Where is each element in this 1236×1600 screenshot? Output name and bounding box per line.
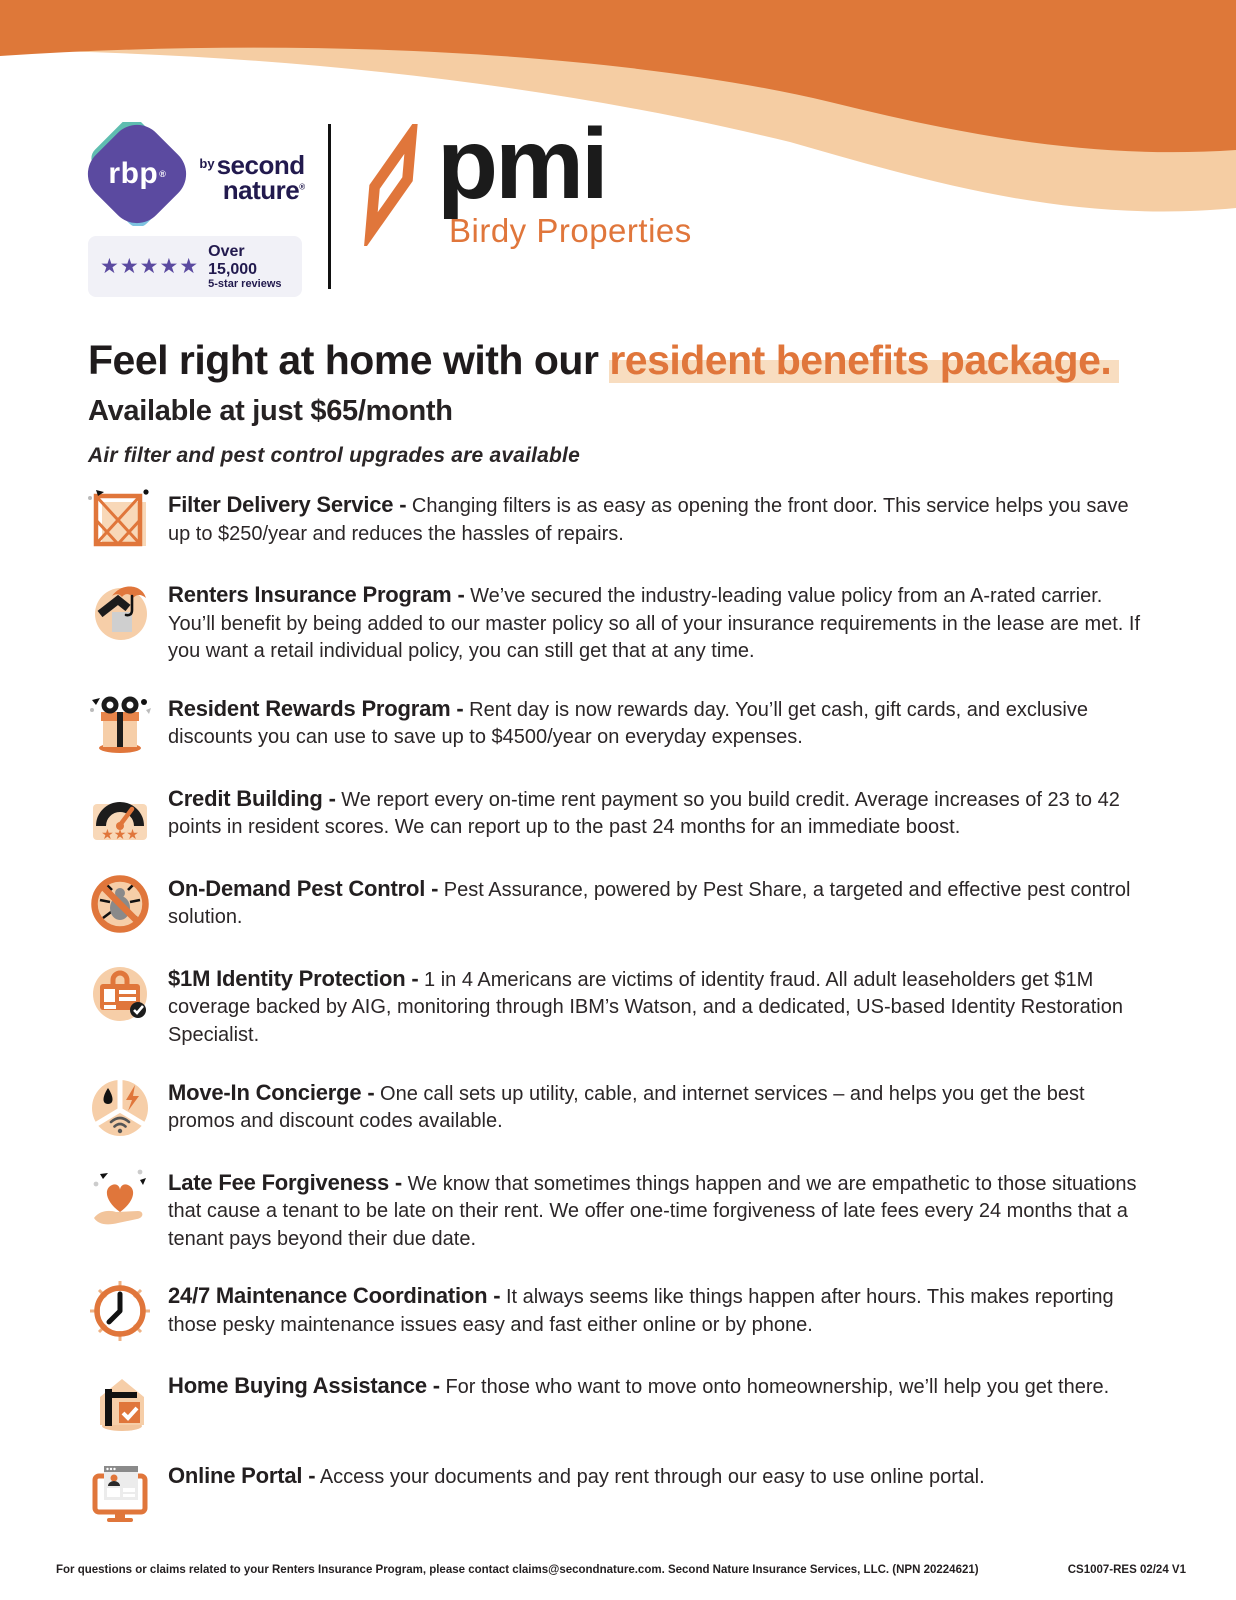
benefit-desc: We report every on-time rent payment so you build credit. Average increases of 23 to 42 points in resident scores. We can report up to the past 24 months for an immediate boost.: [168, 788, 1120, 839]
benefit-desc: It always seems like things happen after hours. This makes reporting those pesky maintenance issues easy and fast either online or by phone.: [168, 1286, 1114, 1336]
benefit-desc: One call sets up utility, cable, and internet services – and helps you get the best promos and discount codes available.: [168, 1082, 1085, 1133]
benefit-item-credit-building: [88, 782, 1143, 846]
benefit-item-online-portal: [88, 1459, 1143, 1523]
benefit-item-pest-control: [88, 872, 1143, 936]
benefit-item-late-fee-forgiveness: [88, 1166, 1143, 1254]
benefit-desc: We know that sometimes things happen and we are empathetic to those situations that cause a tenant to be late on their rent. We offer one-time forgiveness of late fees every 24 months that a tenant pays beyond their due date.: [168, 1172, 1137, 1250]
rbp-badge: [85, 122, 189, 226]
title-highlight: resident benefits package.: [609, 337, 1119, 383]
benefit-item-filter-delivery: [88, 488, 1143, 552]
benefit-title: $1M Identity Protection -: [168, 965, 419, 991]
clock-icon: [88, 1279, 152, 1343]
upgrades-note: Air filter and pest control upgrades are available: [88, 444, 580, 468]
registered-mark: ®: [159, 169, 167, 179]
benefit-item-renters-insurance: [88, 578, 1143, 666]
benefit-title: 24/7 Maintenance Coordination -: [168, 1283, 501, 1309]
benefit-desc: For those who want to move onto homeownership, we’ll help you get there.: [445, 1376, 1110, 1399]
header: [88, 108, 692, 297]
logo-divider: [328, 124, 331, 289]
pmi-company-name: Birdy Properties: [449, 212, 692, 249]
benefit-title: Filter Delivery Service -: [168, 492, 407, 517]
reviews-count: Over 15,000: [208, 243, 258, 278]
footer-legal-text: For questions or claims related to your Renters Insurance Program, please contact claims@secondnature.com. Second Nature Insurance Services, LLC. (NPN 20224621): [56, 1564, 979, 1576]
pmi-flag-icon: [361, 124, 423, 246]
benefit-title: On-Demand Pest Control -: [168, 875, 439, 901]
no-pest-icon: [88, 872, 152, 936]
rbp-second-nature-logo: [88, 122, 305, 297]
benefit-title: Late Fee Forgiveness -: [168, 1169, 403, 1195]
by-label: by: [199, 156, 215, 172]
home-sign-icon: [88, 1369, 152, 1433]
umbrella-house-icon: [88, 578, 152, 642]
benefit-item-resident-rewards: [88, 692, 1143, 756]
hero-section: [88, 338, 1166, 468]
rbp-wordmark: rbp: [108, 157, 159, 190]
footer-doc-code: CS1007-RES 02/24 V1: [1067, 1564, 1186, 1576]
gift-icon: [88, 692, 152, 756]
five-stars-icon: ★★★★★: [100, 255, 200, 279]
reviews-caption: 5-star reviews: [208, 278, 282, 291]
benefit-item-maintenance-coordination: [88, 1279, 1143, 1343]
utilities-icon: [88, 1076, 152, 1140]
online-portal-icon: [88, 1459, 152, 1523]
benefit-item-move-in-concierge: [88, 1076, 1143, 1140]
heart-hand-icon: [88, 1166, 152, 1230]
benefit-item-identity-protection: [88, 962, 1143, 1050]
benefit-desc: Access your documents and pay rent through our easy to use online portal.: [319, 1466, 985, 1489]
benefit-desc: We’ve secured the industry-leading value policy from an A-rated carrier. You’ll benefit by being added to our master policy so all of your insurance requirements in the lease are met. If you want a retail individual policy, you can still get that at any time.: [168, 585, 1141, 663]
benefit-title: Resident Rewards Program -: [168, 695, 464, 721]
footer: [56, 1564, 1186, 1576]
benefit-title: Move-In Concierge -: [168, 1079, 375, 1105]
page-title: [88, 338, 1166, 383]
benefit-title: Renters Insurance Program -: [168, 582, 465, 607]
nature-word: nature: [222, 175, 300, 205]
registered-mark: ®: [299, 182, 305, 192]
filter-icon: [88, 488, 152, 552]
price-subtitle: Available at just $65/month: [88, 395, 453, 428]
second-nature-wordmark: [199, 150, 305, 205]
second-word: second: [216, 150, 305, 181]
benefit-title: Credit Building -: [168, 785, 336, 811]
benefit-desc: Rent day is now rewards day. You’ll get cash, gift cards, and exclusive discounts you can use to save up to $4500/year on everyday expenses.: [168, 698, 1088, 749]
benefit-desc: Changing filters is as easy as opening the front door. This service helps you save up to $250/year and reduces the hassles of repairs.: [168, 495, 1129, 545]
svg-text:★★★: ★★★: [101, 825, 139, 842]
benefit-title: Online Portal -: [168, 1463, 316, 1489]
benefit-desc: 1 in 4 Americans are victims of identity fraud. All adult leaseholders get $1M coverage backed by AIG, monitoring through IBM’s Watson, and a dedicated, US-based Identity Restoration Specialist.: [168, 968, 1123, 1046]
pmi-logo: [361, 108, 692, 250]
reviews-badge: [88, 236, 302, 297]
credit-gauge-icon: [88, 782, 152, 846]
benefit-item-home-buying: [88, 1369, 1143, 1433]
title-plain: Feel right at home with our: [88, 337, 610, 383]
benefits-list: [88, 488, 1143, 1523]
id-card-icon: [88, 962, 152, 1026]
benefit-desc: Pest Assurance, powered by Pest Share, a targeted and effective pest control solution.: [168, 878, 1131, 929]
pmi-wordmark: pmi: [437, 108, 606, 220]
benefit-title: Home Buying Assistance -: [168, 1373, 440, 1399]
